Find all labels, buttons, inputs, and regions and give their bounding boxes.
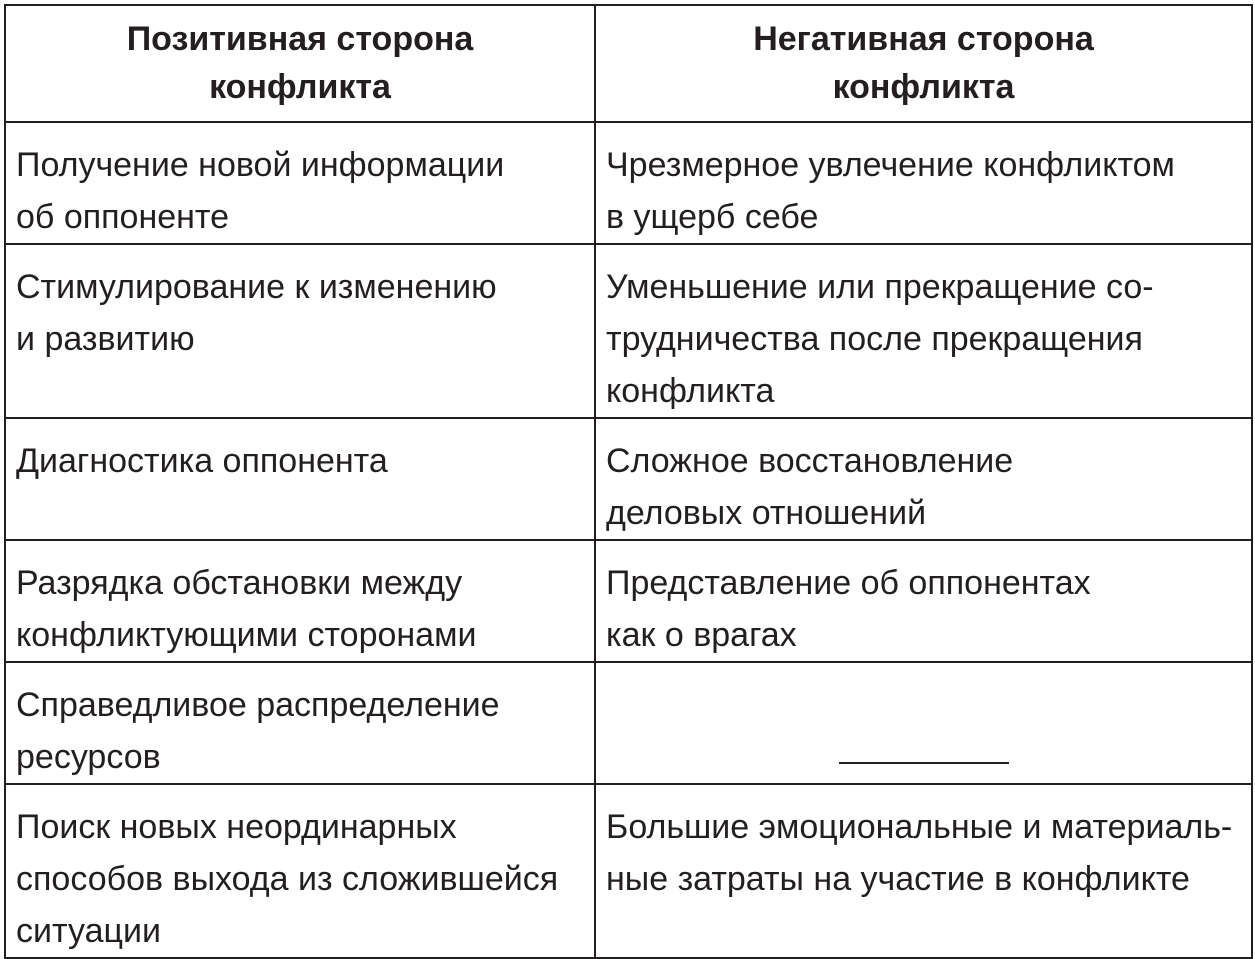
table-row (5, 122, 1252, 244)
header-negative-side: Негативная сторона конфликта (595, 5, 1252, 122)
header-positive-side: Позитивная сторона конфликта (5, 5, 595, 122)
table-header-row (5, 5, 1252, 122)
cell-positive: Поиск новых неординарных способов выхода из сложившейся ситуации (5, 784, 595, 958)
table-row (5, 418, 1252, 540)
cell-negative: Большие эмоциональные и материаль- ные затраты на участие в конфликте (595, 784, 1252, 958)
table-row (5, 244, 1252, 418)
cell-positive: Справедливое распределение ресурсов (5, 662, 595, 784)
conflict-sides-table-container (4, 4, 1251, 950)
cell-negative: Уменьшение или прекращение со- трудничества после прекращения конфликта (595, 244, 1252, 418)
cell-positive: Стимулирование к изменению и развитию (5, 244, 595, 418)
cell-negative-empty (595, 662, 1252, 784)
table-row (5, 784, 1252, 958)
cell-positive: Разрядка обстановки между конфликтующими сторонами (5, 540, 595, 662)
cell-negative: Чрезмерное увлечение конфликтом в ущерб себе (595, 122, 1252, 244)
cell-negative: Представление об оппонентах как о врагах (595, 540, 1252, 662)
empty-dash-line (839, 762, 1009, 764)
table-row (5, 540, 1252, 662)
cell-positive: Получение новой информации об оппоненте (5, 122, 595, 244)
cell-negative: Сложное восстановление деловых отношений (595, 418, 1252, 540)
conflict-sides-table (4, 4, 1253, 959)
table-row (5, 662, 1252, 784)
cell-positive: Диагностика оппонента (5, 418, 595, 540)
